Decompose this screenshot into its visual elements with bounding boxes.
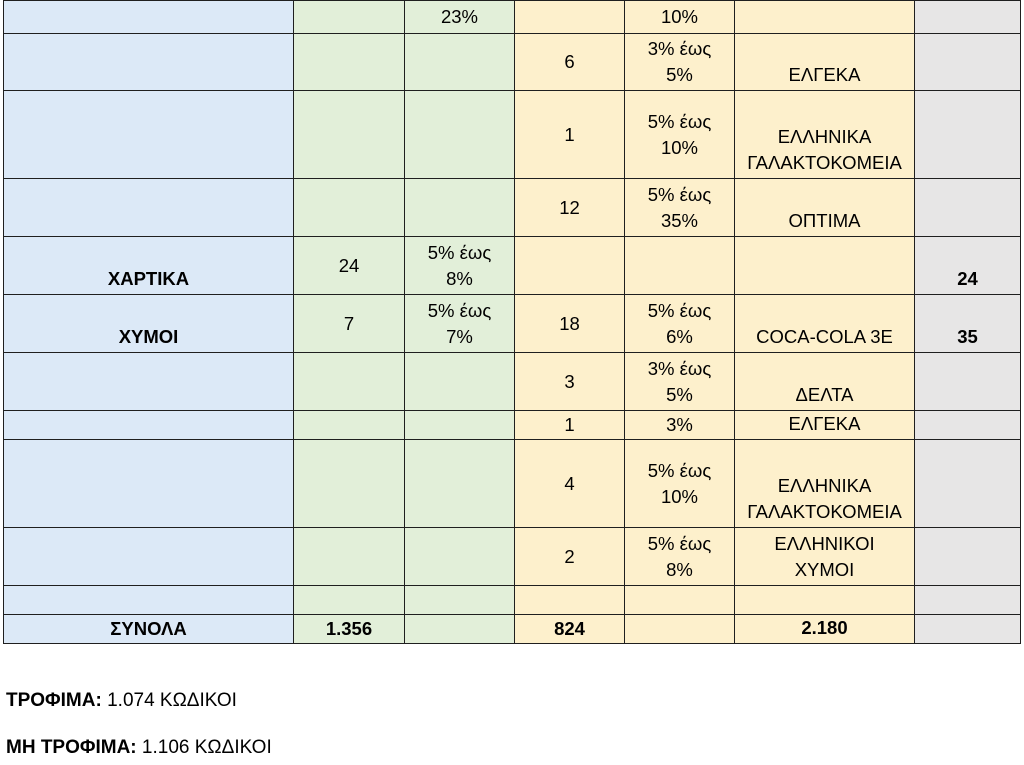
table-row [4,34,1021,91]
total-cell: 24 [915,237,1021,295]
total-cell [915,1,1021,34]
supplier-count-cell: 2 [515,528,625,586]
supplier-discount-cell [625,615,735,644]
own-discount-cell: 5% έως 7% [405,295,515,353]
supplier-count-cell [515,586,625,615]
table-row [4,528,1021,586]
supplier-count-cell: 6 [515,34,625,91]
table-row [4,1,1021,34]
supplier-count-cell: 3 [515,353,625,411]
supplier-discount-cell: 3% [625,411,735,440]
category-cell [4,1,294,34]
supplier-name-cell: ΕΛΛΗΝΙΚΑ ΓΑΛΑΚΤΟΚΟΜΕΙΑ [735,91,915,179]
supplier-discount-cell: 5% έως 8% [625,528,735,586]
supplier-name-cell: ΕΛΛΗΝΙΚΟΙ ΧΥΜΟΙ [735,528,915,586]
supplier-discount-cell: 5% έως 10% [625,440,735,528]
own-discount-cell [405,440,515,528]
table-row [4,440,1021,528]
category-cell: ΧΥΜΟΙ [4,295,294,353]
category-cell [4,179,294,237]
table-row [4,295,1021,353]
supplier-discount-cell: 3% έως 5% [625,353,735,411]
supplier-name-cell [735,1,915,34]
own-discount-cell [405,586,515,615]
category-cell [4,586,294,615]
table-row [4,179,1021,237]
own-count-cell [294,179,405,237]
category-cell [4,411,294,440]
own-count-cell [294,353,405,411]
own-count-cell [294,34,405,91]
offers-table-body [4,1,1021,644]
own-discount-cell [405,615,515,644]
supplier-discount-cell: 5% έως 6% [625,295,735,353]
total-cell [915,528,1021,586]
total-cell [915,34,1021,91]
offers-table [3,0,1021,644]
supplier-name-cell [735,237,915,295]
supplier-count-cell: 824 [515,615,625,644]
supplier-count-cell: 1 [515,91,625,179]
total-cell [915,353,1021,411]
supplier-discount-cell [625,237,735,295]
supplier-discount-cell: 5% έως 35% [625,179,735,237]
supplier-discount-cell: 3% έως 5% [625,34,735,91]
supplier-count-cell [515,237,625,295]
total-cell: 35 [915,295,1021,353]
own-discount-cell [405,179,515,237]
own-count-cell [294,91,405,179]
total-cell [915,411,1021,440]
own-count-cell [294,1,405,34]
category-cell [4,440,294,528]
supplier-count-cell: 1 [515,411,625,440]
table-row [4,586,1021,615]
supplier-discount-cell [625,586,735,615]
own-discount-cell: 5% έως 8% [405,237,515,295]
supplier-name-cell: ΔΕΛΤΑ [735,353,915,411]
non-food-codes-value: 1.106 ΚΩΔΙΚΟΙ [141,737,272,758]
supplier-discount-cell: 5% έως 10% [625,91,735,179]
category-cell [4,528,294,586]
own-count-cell: 24 [294,237,405,295]
supplier-discount-cell: 10% [625,1,735,34]
own-count-cell: 7 [294,295,405,353]
total-cell [915,179,1021,237]
supplier-name-cell: ΕΛΛΗΝΙΚΑ ΓΑΛΑΚΤΟΚΟΜΕΙΑ [735,440,915,528]
supplier-name-cell: ΕΛΓΕΚΑ [735,34,915,91]
own-count-cell [294,440,405,528]
supplier-count-cell: 12 [515,179,625,237]
own-count-cell [294,528,405,586]
supplier-name-cell: ΟΠΤΙΜΑ [735,179,915,237]
food-codes-note [6,690,237,712]
non-food-codes-label: ΜΗ ΤΡΟΦΙΜΑ: [6,737,137,758]
table-row [4,411,1021,440]
category-cell [4,353,294,411]
category-cell [4,34,294,91]
own-discount-cell [405,91,515,179]
own-count-cell: 1.356 [294,615,405,644]
own-count-cell [294,411,405,440]
supplier-count-cell: 18 [515,295,625,353]
supplier-name-cell: ΕΛΓΕΚΑ [735,411,915,440]
supplier-count-cell [515,1,625,34]
category-cell: ΧΑΡΤΙΚΑ [4,237,294,295]
own-discount-cell [405,353,515,411]
table-row [4,353,1021,411]
own-discount-cell: 23% [405,1,515,34]
non-food-codes-note [6,737,272,759]
total-cell [915,440,1021,528]
total-cell [915,91,1021,179]
supplier-name-cell: 2.180 [735,615,915,644]
table-row [4,91,1021,179]
own-discount-cell [405,528,515,586]
supplier-name-cell: COCA-COLA 3E [735,295,915,353]
total-cell [915,586,1021,615]
supplier-name-cell [735,586,915,615]
food-codes-value: 1.074 ΚΩΔΙΚΟΙ [107,690,237,711]
category-cell [4,91,294,179]
food-codes-label: ΤΡΟΦΙΜΑ: [6,690,102,711]
own-discount-cell [405,411,515,440]
total-cell [915,615,1021,644]
supplier-count-cell: 4 [515,440,625,528]
totals-row [4,615,1021,644]
table-row [4,237,1021,295]
own-discount-cell [405,34,515,91]
own-count-cell [294,586,405,615]
category-cell: ΣΥΝΟΛΑ [4,615,294,644]
